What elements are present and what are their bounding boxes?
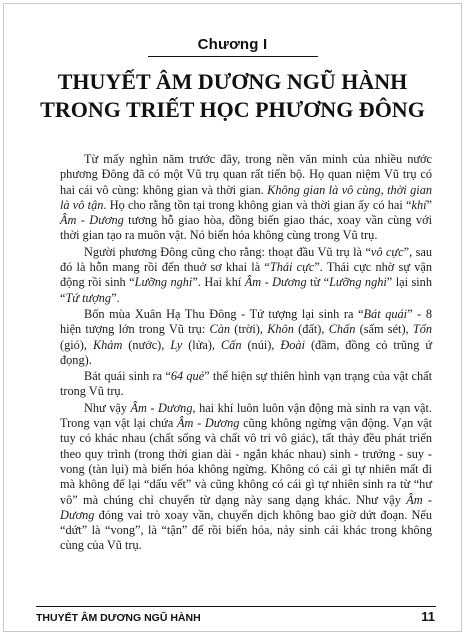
text-run: Người phương Đông cũng cho rằng: thoạt đầu Vũ trụ là “ (84, 244, 371, 259)
italic-term: Chấn (328, 322, 356, 337)
text-run: (nước), (122, 337, 171, 352)
text-run: (đất), (293, 322, 329, 337)
italic-term: Càn (209, 322, 231, 337)
text-run: tương hỗ giao hòa, đồng biến giao thác, xoay vần cùng với thời gian tạo ra muôn vật. Nó biến hóa không cùng trong Vũ trụ. (60, 213, 432, 243)
italic-term: khí (411, 197, 427, 212)
text-run: từ “ (306, 275, 330, 290)
text-run: Bốn mùa Xuân Hạ Thu Đông - Tứ tượng lại sinh ra “ (84, 306, 364, 321)
text-run: ”. (111, 290, 120, 305)
text-run: (trời), (230, 322, 268, 337)
footer-rule (36, 606, 436, 607)
text-run: ” thể hiện sự thiên hình vạn trạng của vật chất trong Vũ trụ. (60, 369, 432, 399)
text-run: (đầm, đồng cỏ trũng ứ đọng). (60, 337, 432, 367)
text-run: đóng vai trò xoay vần, chuyển dịch không bao giờ dứt đoạn. Nếu “dứt” là “vong”, là “tận” để rồi biến hóa, nảy sinh cái khác trong không cùng của Vũ trụ. (60, 507, 432, 553)
italic-term: Khôn (267, 322, 294, 337)
italic-term: Lưỡng nghi (329, 275, 387, 290)
italic-term: Âm - Dương (177, 416, 240, 431)
italic-term: Khảm (92, 337, 123, 352)
italic-term: Tốn (412, 322, 433, 337)
chapter-title (0, 68, 465, 124)
text-run: Như vậy (84, 400, 131, 415)
chapter-underline (148, 56, 318, 57)
paragraph-3 (60, 307, 432, 368)
italic-term: vô cực (370, 244, 404, 259)
text-run: Bát quái sinh ra “ (84, 369, 171, 384)
text-run: (gió), (60, 337, 93, 352)
paragraph-1 (60, 152, 432, 244)
chapter-title-line-1: THUYẾT ÂM DƯƠNG NGŨ HÀNH (57, 69, 408, 94)
paragraph-2 (60, 245, 432, 306)
text-run: ”. Hai khí (192, 275, 245, 290)
italic-term: 64 quẻ (170, 369, 205, 384)
italic-term: Âm - Dương (60, 492, 433, 522)
text-run: cũng không ngừng vận động. Vạn vật tuy có khác nhau (chất sống và chất vô tri vô giác), tất thảy đều phát triển theo quy trình (trong thời gian dài - ngắn khác nhau) sinh - trưởng - suy - vong (tàn lụi) mà biến hóa không ngừng. Không có cái gì tự nhiên mất đi mà không để lại “dấu vết” và cũng không có cái gì tự nhiên sinh ra từ “hư vô” mà chúng chỉ chuyển từ dạng này sang dạng khác. Như vậy (60, 416, 432, 507)
text-run: Từ mấy nghìn năm trước đây, trong nền văn minh của nhiều nước phương Đông đã có một Vũ trụ quan rất tiến bộ. Họ quan niệm Vũ trụ có hai cái vô cùng: không gian và thời gian. (60, 152, 432, 197)
italic-term: Tứ tượng (65, 290, 112, 305)
italic-term: Âm - Dương (244, 275, 307, 290)
page-number: 11 (421, 609, 435, 624)
italic-term: Bát quái (363, 306, 408, 321)
italic-term: Lưỡng nghi (134, 275, 193, 290)
italic-term: Thái cực (269, 260, 315, 275)
italic-term: Đoài (280, 337, 305, 352)
chapter-heading: Chương I (197, 36, 268, 53)
body-text (60, 152, 432, 555)
text-run: (lửa), (182, 337, 221, 352)
text-run: (núi), (241, 337, 281, 352)
chapter-title-line-2: TRONG TRIẾT HỌC PHƯƠNG ĐÔNG (40, 97, 425, 122)
italic-term: Cấn (220, 337, 242, 352)
paragraph-4 (60, 369, 432, 400)
text-run: ”. Thái cực nhờ sự vận động rồi sinh “ (60, 260, 432, 290)
italic-term: Không gian là vô cùng, thời gian là vô tận (60, 182, 432, 212)
text-run: (sấm sét), (355, 322, 413, 337)
paragraph-5 (60, 401, 432, 554)
text-run: . Họ cho rằng tồn tại trong không gian và thời gian ấy có hai “ (103, 197, 412, 212)
text-run: ” lại sinh “ (60, 275, 432, 305)
text-run: ”, sau đó là hỗn mang rồi đến thuở sơ khai là “ (60, 244, 432, 275)
running-title: THUYẾT ÂM DƯƠNG NGŨ HÀNH (36, 612, 201, 624)
text-run: ” - 8 hiện tượng lớn trong Vũ trụ: (60, 306, 432, 337)
italic-term: Âm - Dương (60, 213, 124, 228)
italic-term: Ly (170, 337, 183, 352)
italic-term: Âm - Dương (130, 400, 193, 415)
text-run: , hai khí luôn luôn vận động mà sinh ra vạn vật. Trong vạn vật lại chứa (60, 400, 432, 431)
text-run: ” (426, 197, 432, 212)
